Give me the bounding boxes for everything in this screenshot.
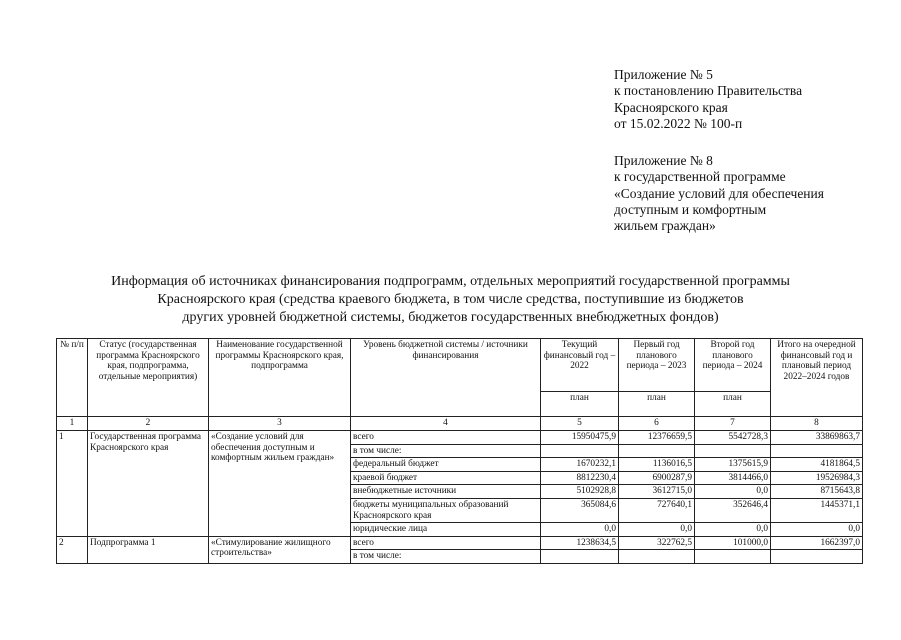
value-2024: [695, 444, 771, 458]
row-status: Подпрограмма 1: [88, 536, 209, 563]
value-2022: 1238634,5: [541, 536, 619, 550]
value-2023: [619, 444, 695, 458]
value-total: 19526984,3: [771, 471, 863, 485]
value-2023: 1136016,5: [619, 458, 695, 472]
value-total: 0,0: [771, 523, 863, 537]
annex-line: Приложение № 8: [614, 153, 713, 168]
value-total: 8715643,8: [771, 485, 863, 499]
column-number: 3: [209, 417, 351, 431]
table-row: [57, 536, 863, 550]
value-2023: 0,0: [619, 523, 695, 537]
annex-line: от 15.02.2022 № 100-п: [614, 115, 743, 131]
title-line: Информация об источниках финансирования подпрограмм, отдельных мероприятий государственной программы: [111, 274, 790, 289]
annex-line: Красноярского края: [614, 99, 728, 115]
value-2022: 1670232,1: [541, 458, 619, 472]
header-status: Статус (государственная программа Красноярского края, подпрограмма, отдельные мероприятия): [88, 339, 209, 417]
header-second-year: Второй год планового периода – 2024: [695, 339, 771, 392]
header-first-year: Первый год планового периода – 2023: [619, 339, 695, 392]
value-2022: 365084,6: [541, 498, 619, 522]
annex-8-header: [614, 153, 824, 234]
annex-line: к государственной программе: [614, 169, 786, 185]
column-number: 7: [695, 417, 771, 431]
value-total: 33869863,7: [771, 431, 863, 445]
row-level: в том числе:: [351, 550, 541, 564]
value-2024: [695, 550, 771, 564]
header-no: № п/п: [57, 339, 88, 417]
header-plan: план: [619, 392, 695, 417]
header-level: Уровень бюджетной системы / источники финансирования: [351, 339, 541, 417]
annex-line: к постановлению Правительства: [614, 83, 803, 99]
value-2022: [541, 444, 619, 458]
column-number: 5: [541, 417, 619, 431]
annex-line: жильем граждан»: [614, 218, 716, 234]
value-2022: [541, 550, 619, 564]
column-number: 4: [351, 417, 541, 431]
value-2023: 727640,1: [619, 498, 695, 522]
title-line: других уровней бюджетной системы, бюджетов государственных внебюджетных фондов): [182, 310, 719, 325]
header-row: [57, 339, 863, 392]
row-no: 1: [57, 431, 88, 537]
value-2022: 0,0: [541, 523, 619, 537]
value-2023: 6900287,9: [619, 471, 695, 485]
value-2024: 0,0: [695, 523, 771, 537]
column-number-row: [57, 417, 863, 431]
value-total: [771, 550, 863, 564]
row-level: краевой бюджет: [351, 471, 541, 485]
row-level: всего: [351, 536, 541, 550]
value-2024: 1375615,9: [695, 458, 771, 472]
value-2024: 352646,4: [695, 498, 771, 522]
value-total: [771, 444, 863, 458]
row-name: «Создание условий для обеспечения доступным и комфортным жильем граждан»: [209, 431, 351, 537]
value-2023: 322762,5: [619, 536, 695, 550]
annex-line: Приложение № 5: [614, 67, 713, 82]
value-total: 1445371,1: [771, 498, 863, 522]
row-level: всего: [351, 431, 541, 445]
row-name: «Стимулирование жилищного строительства»: [209, 536, 351, 563]
row-level: бюджеты муниципальных образований Красноярского края: [351, 498, 541, 522]
header-plan: план: [695, 392, 771, 417]
column-number: 8: [771, 417, 863, 431]
column-number: 6: [619, 417, 695, 431]
header-name: Наименование государственной программы Красноярского края, подпрограмма: [209, 339, 351, 417]
annex-line: доступным и комфортным: [614, 201, 767, 217]
value-2024: 3814466,0: [695, 471, 771, 485]
header-current-year: Текущий финансовый год – 2022: [541, 339, 619, 392]
value-2022: 8812230,4: [541, 471, 619, 485]
value-2024: 5542728,3: [695, 431, 771, 445]
column-number: 1: [57, 417, 88, 431]
document-title: [40, 273, 861, 327]
value-2022: 5102928,8: [541, 485, 619, 499]
table-row: [57, 431, 863, 445]
value-2024: 101000,0: [695, 536, 771, 550]
value-2023: 12376659,5: [619, 431, 695, 445]
row-level: в том числе:: [351, 444, 541, 458]
row-level: внебюджетные источники: [351, 485, 541, 499]
row-level: юридические лица: [351, 523, 541, 537]
row-status: Государственная программа Красноярского края: [88, 431, 209, 537]
annex-line: «Создание условий для обеспечения: [614, 185, 824, 201]
value-total: 4181864,5: [771, 458, 863, 472]
value-2022: 15950475,9: [541, 431, 619, 445]
value-2023: 3612715,0: [619, 485, 695, 499]
value-2023: [619, 550, 695, 564]
row-no: 2: [57, 536, 88, 563]
header-plan: план: [541, 392, 619, 417]
value-total: 1662397,0: [771, 536, 863, 550]
title-line: Красноярского края (средства краевого бюджета, в том числе средства, поступившие из бюджетов: [157, 292, 744, 307]
financing-table: [56, 338, 863, 564]
header-total: Итого на очередной финансовый год и плановый период 2022–2024 годов: [771, 339, 863, 417]
value-2024: 0,0: [695, 485, 771, 499]
annex-5-header: [614, 67, 802, 132]
row-level: федеральный бюджет: [351, 458, 541, 472]
column-number: 2: [88, 417, 209, 431]
